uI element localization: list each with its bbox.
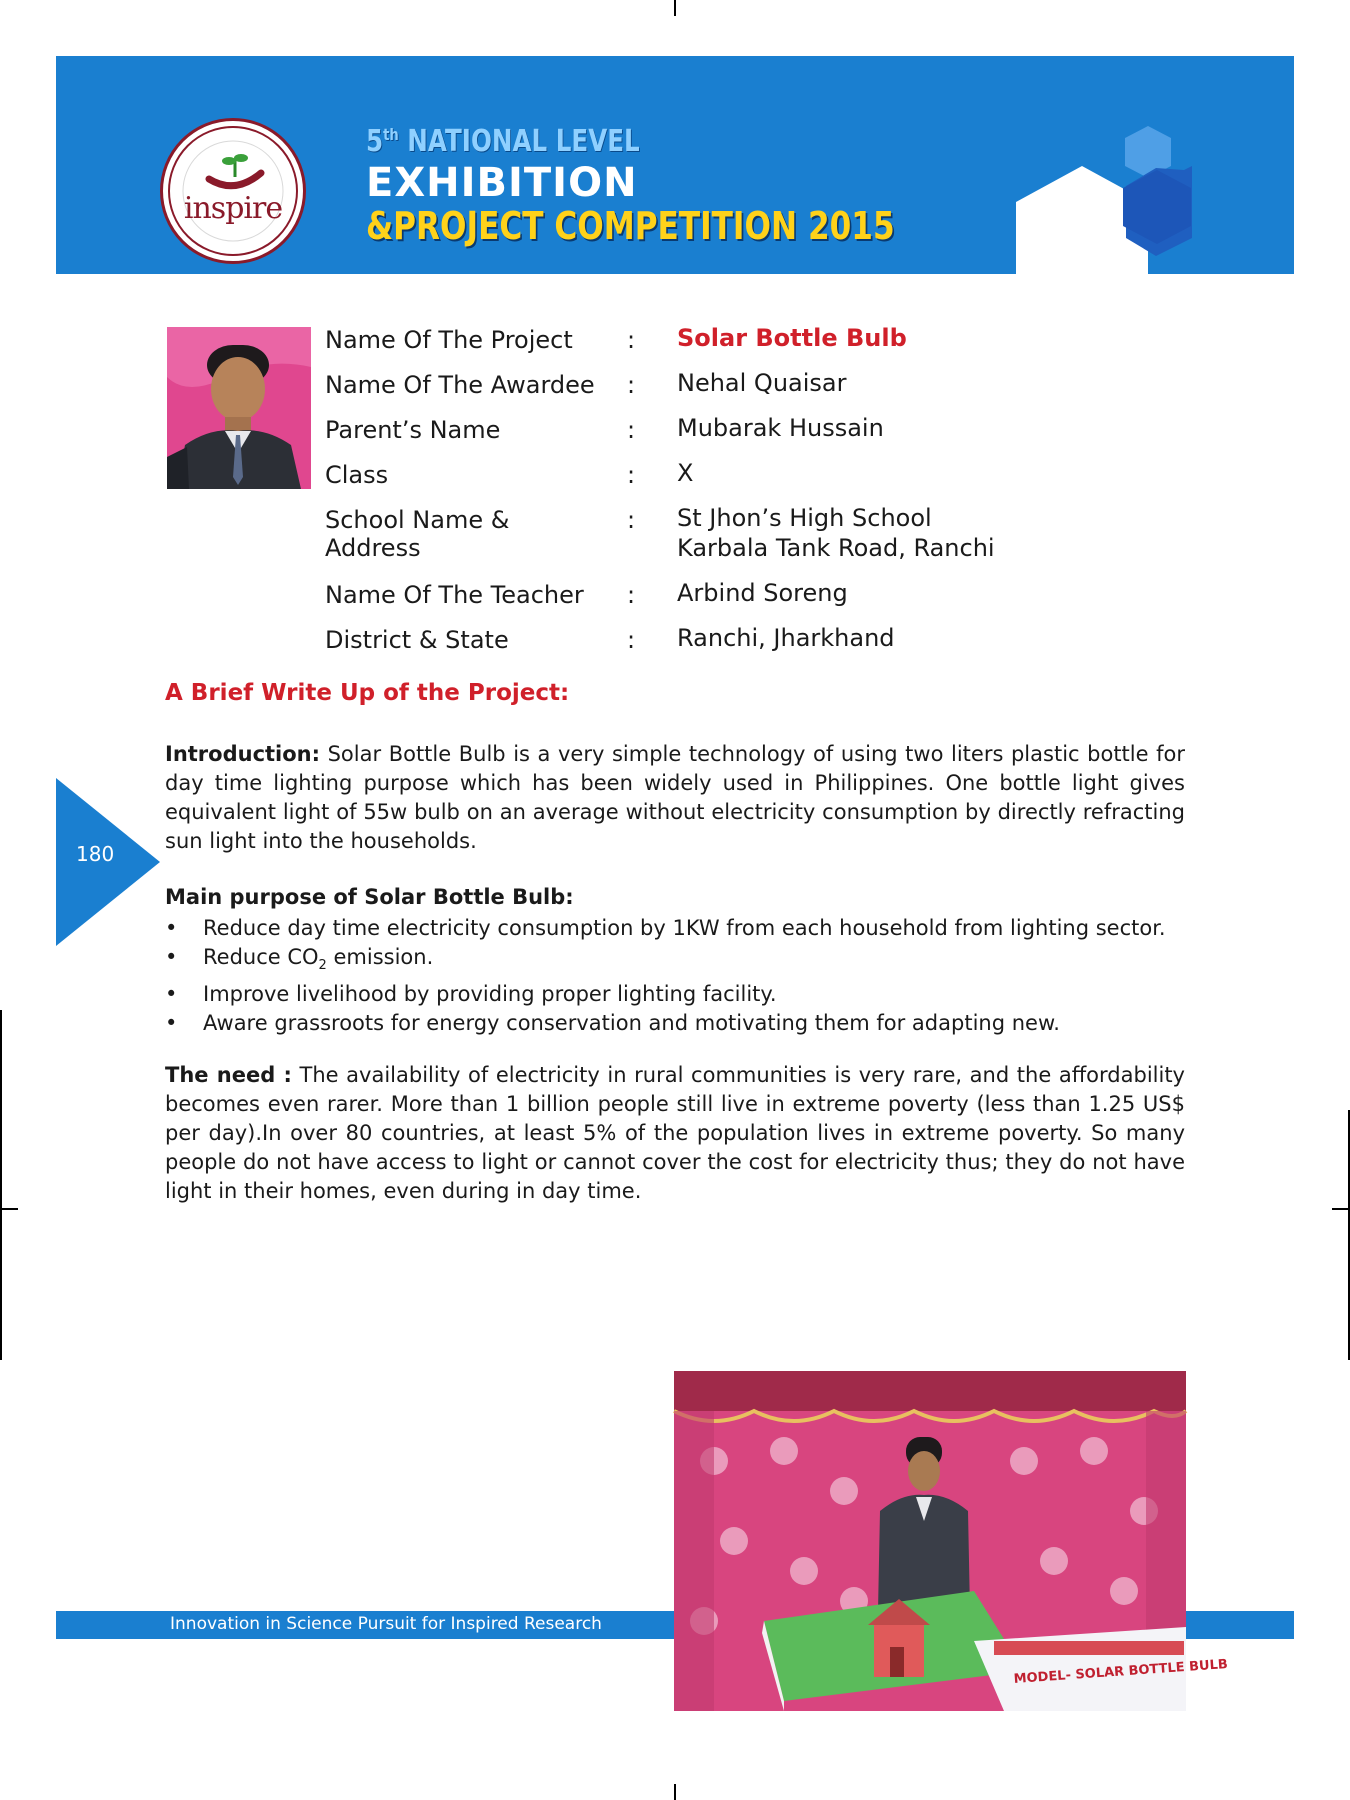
info-colon: : [627, 506, 636, 534]
title-line-2: EXHIBITION [366, 160, 638, 206]
info-value: X [677, 459, 694, 487]
sprout-icon [205, 151, 265, 191]
project-photo [674, 1371, 1229, 1711]
title-line-1: 5th NATIONAL LEVEL [366, 124, 640, 159]
introduction-text: Solar Bottle Bulb is a very simple technology of using two liters plastic bottle for day time lighting purpose which has been widely used in Philippines. One bottle light gives equivalent light of 55w bulb on an average without electricity consumption by directly refracting sun light into the households. [165, 742, 1185, 853]
title-line-3: &PROJECT COMPETITION 2015 [366, 204, 895, 248]
info-value: Nehal Quaisar [677, 369, 847, 397]
info-label: School Name & Address [325, 506, 510, 562]
project-banner-text: MODEL- SOLAR BOTTLE BULB [1013, 1657, 1229, 1687]
info-label: District & State [325, 626, 509, 654]
info-label: Class [325, 461, 389, 489]
info-colon: : [627, 461, 636, 489]
logo-wordmark: inspire [183, 191, 283, 226]
list-item: • Reduce day time electricity consumption by 1KW from each household from lighting sector. [165, 916, 1166, 940]
page-number: 180 [76, 842, 115, 866]
crop-mark-bottom [674, 1784, 676, 1800]
info-colon: : [627, 581, 636, 609]
purpose-list [165, 914, 1185, 1038]
inspire-logo [160, 118, 306, 264]
crop-mark-top [674, 0, 676, 16]
crop-mark-left-tick [0, 1208, 18, 1210]
need-text: The availability of electricity in rural communities is very rare, and the affordability becomes even rarer. More than 1 billion people still live in extreme poverty (less than 1.25 US$ per day).In over 80 countries, at least 5% of the population lives in extreme poverty. So many people do not have access to light or cannot cover the cost for electricity thus; they do not have light in their homes, even during in day time. [165, 1063, 1185, 1203]
list-item: • Aware grassroots for energy conservation and motivating them for adapting new. [165, 1011, 1060, 1036]
crop-mark-right-tick [1332, 1208, 1350, 1210]
info-value: Solar Bottle Bulb [677, 324, 907, 352]
awardee-photo [167, 327, 311, 489]
info-value: St Jhon’s High School Karbala Tank Road, Ranchi [677, 504, 995, 562]
info-label: Name Of The Teacher [325, 581, 584, 609]
need-paragraph [165, 1061, 1185, 1206]
info-label: Name Of The Awardee [325, 371, 595, 399]
info-colon: : [627, 626, 636, 654]
crop-mark-left [0, 1010, 2, 1360]
introduction-label: Introduction: [165, 742, 321, 766]
info-label: Parent’s Name [325, 416, 501, 444]
list-item: • Improve livelihood by providing proper lighting facility. [165, 982, 777, 1007]
purpose-heading: Main purpose of Solar Bottle Bulb: [165, 885, 574, 909]
list-item: • Reduce $CO_2$ emission. [165, 945, 434, 974]
info-colon: : [627, 371, 636, 399]
info-value: Ranchi, Jharkhand [677, 624, 895, 652]
footer-tagline: Innovation in Science Pursuit for Inspired Research [170, 1614, 602, 1634]
introduction-paragraph [165, 740, 1185, 856]
need-label: The need : [165, 1063, 292, 1087]
info-colon: : [627, 326, 636, 354]
info-label: Name Of The Project [325, 326, 573, 354]
writeup-heading: A Brief Write Up of the Project: [165, 680, 570, 706]
header-banner [56, 56, 1294, 274]
info-colon: : [627, 416, 636, 444]
info-value: Mubarak Hussain [677, 414, 884, 442]
info-value: Arbind Soreng [677, 579, 848, 607]
